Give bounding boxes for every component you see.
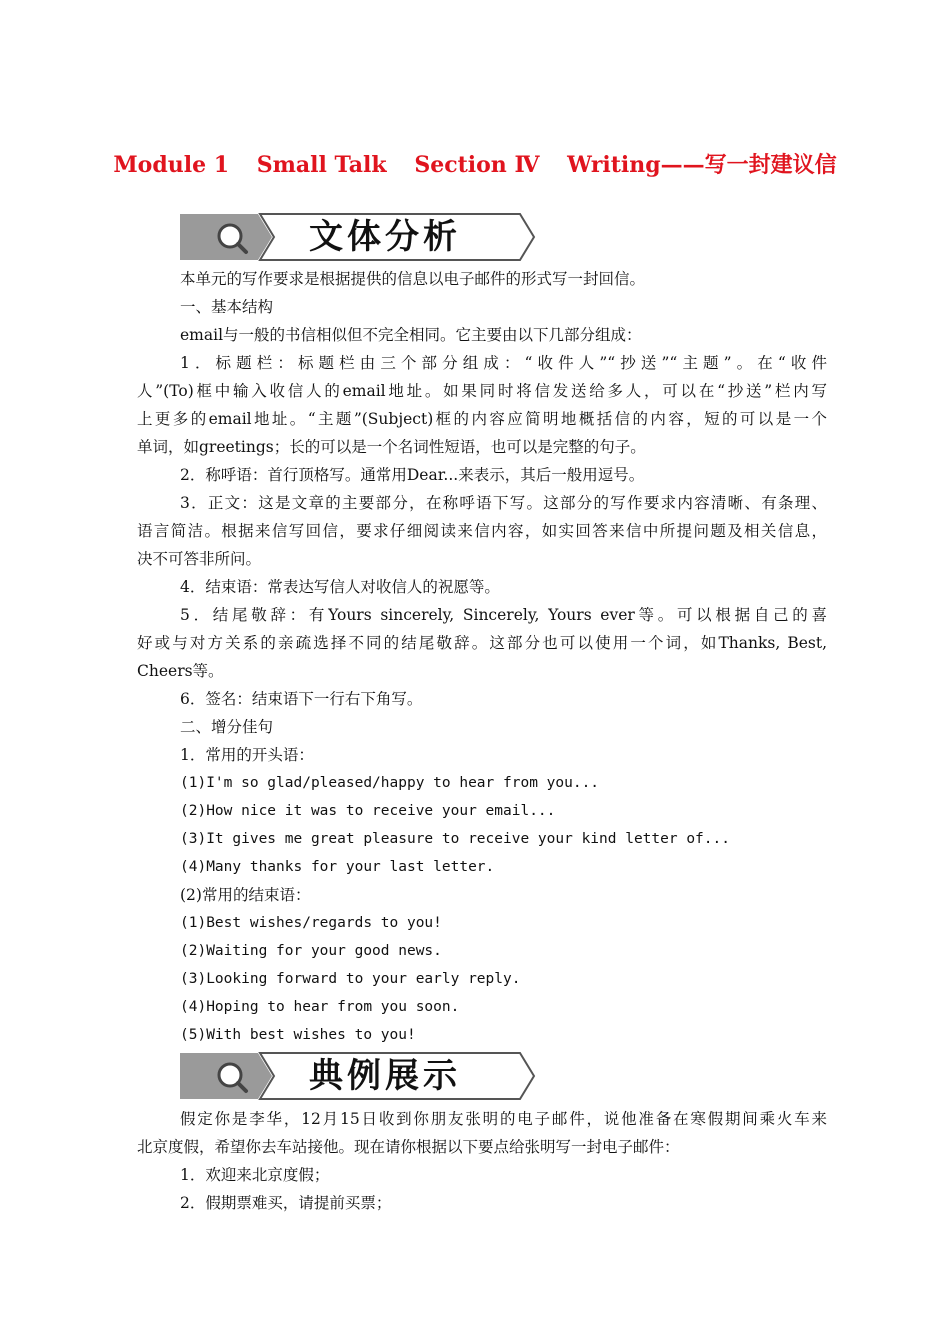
- text-line: 人”(To)框中输入收信人的email地址。如果同时将信发送给多人，可以在“抄送”栏内写: [137, 382, 827, 400]
- banner-title: 典例展示: [309, 1056, 461, 1096]
- title-topic: Small Talk: [256, 152, 387, 178]
- text-line: 6．签名：结束语下一行右下角写。: [180, 690, 423, 708]
- text-line: 2．称呼语：首行顶格写。通常用Dear...来表示，其后一般用逗号。: [180, 466, 645, 484]
- sentence-line: (1)I'm so glad/pleased/happy to hear from you...: [180, 775, 600, 791]
- text-line: 二、增分佳句: [180, 718, 274, 736]
- page-title: [0, 148, 950, 179]
- sentence-line: (2)Waiting for your good news.: [180, 943, 442, 959]
- sentence-line: (3)It gives me great pleasure to receive your kind letter of...: [180, 831, 730, 847]
- text-line: 上更多的email地址。“主题”(Subject)框的内容应简明地概括信的内容，短的可以是一个: [137, 410, 827, 428]
- sentence-line: (2)How nice it was to receive your email...: [180, 803, 556, 819]
- text-line: 决不可答非所问。: [137, 550, 262, 568]
- text-line: 语言简洁。根据来信写回信，要求仔细阅读来信内容，如实回答来信中所提问题及相关信息，: [137, 522, 827, 540]
- text-line: Cheers等。: [137, 662, 224, 680]
- sentence-line: (4)Many thanks for your last letter.: [180, 859, 495, 875]
- banner-title: 文体分析: [309, 217, 461, 257]
- sentence-line: (4)Hoping to hear from you soon.: [180, 999, 460, 1015]
- text-line: 一、基本结构: [180, 298, 274, 316]
- text-line: 4．结束语：常表达写信人对收信人的祝愿等。: [180, 578, 500, 596]
- text-line: 好或与对方关系的亲疏选择不同的结尾敬辞。这部分也可以使用一个词，如Thanks, Best,: [137, 634, 827, 652]
- text-line: 本单元的写作要求是根据提供的信息以电子邮件的形式写一封回信。: [180, 270, 646, 288]
- text-line: 1．欢迎来北京度假；: [180, 1166, 330, 1184]
- text-line: 北京度假，希望你去车站接他。现在请你根据以下要点给张明写一封电子邮件：: [137, 1138, 680, 1156]
- section-banner-example: [180, 1051, 536, 1101]
- text-line: 5．结尾敬辞：有Yours sincerely, Sincerely, Yours ever等。可以根据自己的喜: [180, 606, 827, 624]
- sentence-line: (1)Best wishes/regards to you!: [180, 915, 442, 931]
- sentence-line: (5)With best wishes to you!: [180, 1027, 416, 1043]
- title-module: Module 1: [113, 152, 230, 178]
- text-line: 2．假期票难买，请提前买票；: [180, 1194, 392, 1212]
- title-writing: Writing——写一封建议信: [567, 152, 837, 178]
- text-line: 1．常用的开头语：: [180, 746, 314, 764]
- text-line: 1．标题栏：标题栏由三个部分组成：“收件人”“抄送”“主题”。在“收件: [180, 354, 827, 372]
- text-line: (2)常用的结束语：: [180, 886, 311, 904]
- text-line: 3．正文：这是文章的主要部分，在称呼语下写。这部分的写作要求内容清晰、有条理、: [180, 494, 827, 512]
- sentence-line: (3)Looking forward to your early reply.: [180, 971, 521, 987]
- text-line: email与一般的书信相似但不完全相同。它主要由以下几部分组成：: [180, 326, 642, 344]
- section-banner-analysis: [180, 212, 536, 262]
- text-line: 单词，如greetings；长的可以是一个名词性短语，也可以是完整的句子。: [137, 438, 646, 456]
- title-section: Section Ⅳ: [414, 152, 540, 178]
- text-line: 假定你是李华，12月15日收到你朋友张明的电子邮件，说他准备在寒假期间乘火车来: [180, 1110, 827, 1128]
